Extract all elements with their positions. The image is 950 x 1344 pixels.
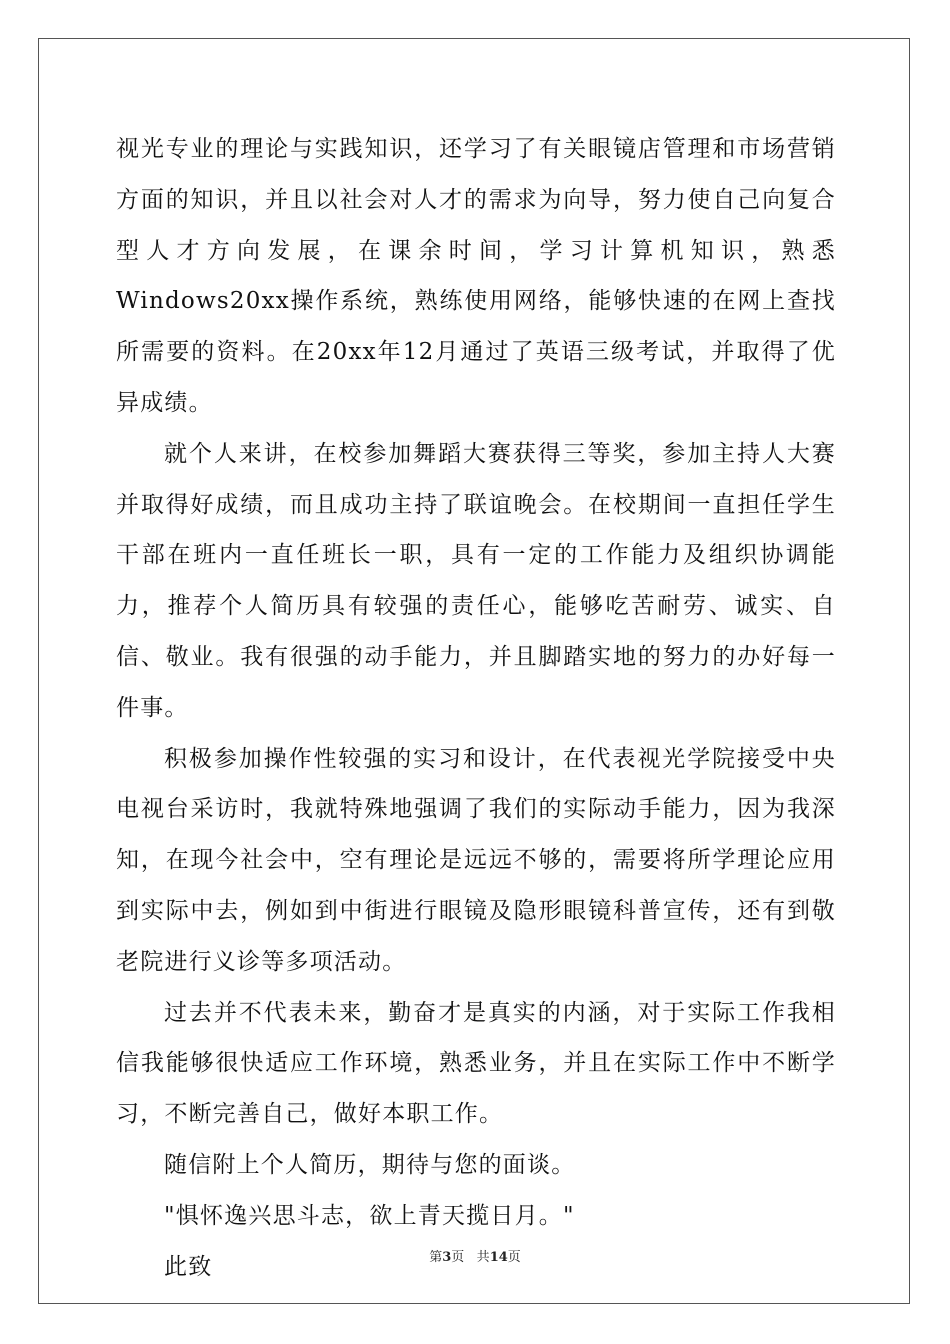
page-footer: [0, 1246, 950, 1265]
page-suffix: 页: [451, 1250, 465, 1265]
page-prefix: 第: [429, 1250, 443, 1265]
letter-body: [116, 124, 836, 1292]
paragraph-quote: "惧怀逸兴思斗志，欲上青天揽日月。": [164, 1202, 575, 1229]
total-prefix: 共: [476, 1250, 490, 1265]
total-suffix: 页: [507, 1250, 521, 1265]
paragraph-closing: 此致: [164, 1253, 213, 1280]
paragraph-practice: 积极参加操作性较强的实习和设计，在代表视光学院接受中央电视台采访时，我就特殊地强调了我们的实际动手能力，因为我深知，在现今社会中，空有理论是远远不够的，需要将所学理论应用到实际中去，例如到中街进行眼镜及隐形眼镜科普宣传，还有到敬老院进行义诊等多项活动。: [116, 745, 836, 975]
paragraph-activities: 就个人来讲，在校参加舞蹈大赛获得三等奖，参加主持人大赛并取得好成绩，而且成功主持了联谊晚会。在校期间一直担任学生干部在班内一直任班长一职，具有一定的工作能力及组织协调能力，推荐个人简历具有较强的责任心，能够吃苦耐劳、诚实、自信、敬业。我有很强的动手能力，并且脚踏实地的努力的办好每一件事。: [116, 440, 836, 721]
paragraph-future: 过去并不代表未来，勤奋才是真实的内涵，对于实际工作我相信我能够很快适应工作环境，熟悉业务，并且在实际工作中不断学习，不断完善自己，做好本职工作。: [116, 999, 836, 1128]
paragraph-attachment: 随信附上个人简历，期待与您的面谈。: [164, 1151, 576, 1178]
page-number: 3: [442, 1250, 452, 1265]
paragraph-studies: 视光专业的理论与实践知识，还学习了有关眼镜店管理和市场营销方面的知识，并且以社会对人才的需求为向导，努力使自己向复合型人才方向发展，在课余时间，学习计算机知识，熟悉Windows20xx操作系统，熟练使用网络，能够快速的在网上查找所需要的资料。在20xx年12月通过了英语三级考试，并取得了优异成绩。: [116, 136, 836, 416]
total-pages: 14: [489, 1250, 508, 1265]
